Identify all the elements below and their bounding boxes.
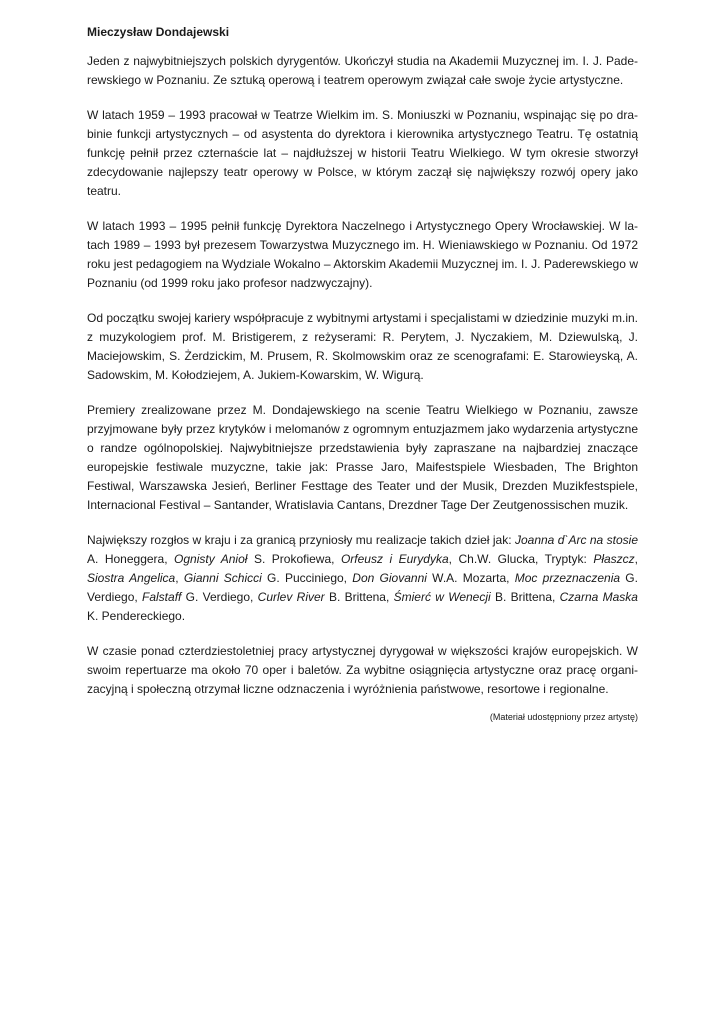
text-segment: Największy rozgłos w kraju i za granicą przyniosły mu realizacje takich dzieł jak: xyxy=(87,533,515,547)
work-title: Płaszcz xyxy=(593,552,635,566)
text-segment: G. Verdiego, xyxy=(181,590,258,604)
work-title: Joanna d`Arc na stosie xyxy=(514,533,638,547)
paragraph xyxy=(87,106,638,201)
text-segment: Premiery zrealizowane przez M. Dondajewskiego na scenie Teatru Wielkiego w Poznaniu, zawsze przyjmowane były przez krytyków i melomanów z ogromnym entuzjazmem jako wydarzenia artystyczne o randze ogólnopolskiej. Najwybitniejsze przedstawienia były zapraszane na najbardziej znaczące europejskie festiwale muzyczne, takie jak: Prasse Jaro, Maifestspiele Wiesbaden, The Brighton Festiwal, Warszawska Jesień, Berliner Festtage des Teater und der Musik, Drezden Muzikfestspiele, Internacional Festival – Santander, Wratislavia Cantans, Drezdner Tage Der Zeutgenossischen muzik. xyxy=(87,403,638,512)
text-segment: , xyxy=(175,571,184,585)
work-title: Gianni Schicci xyxy=(183,571,262,585)
paragraph xyxy=(87,531,638,626)
text-segment: W czasie ponad czterdziestoletniej pracy artystycznej dyrygował w większości krajów europejskich. W swoim repertuarze ma około 70 oper i baletów. Za wybitne osiągnięcia artystyczne oraz pracę organizacyjną i społeczną otrzymał liczne odznaczenia i wyróżnienia państwowe, resortowe i regionalne. xyxy=(87,644,638,696)
work-title: Śmierć w Wenecji xyxy=(393,590,491,604)
work-title: Curlev River xyxy=(257,590,325,604)
work-title: Don Giovanni xyxy=(352,571,427,585)
text-segment: G. Verdiego, xyxy=(87,571,638,604)
document-page xyxy=(87,23,638,723)
work-title: Falstaff xyxy=(142,590,182,604)
work-title: Czarna Maska xyxy=(559,590,638,604)
text-segment: S. Prokofiewa, xyxy=(247,552,341,566)
text-segment: , Ch.W. Glucka, Tryptyk: xyxy=(448,552,594,566)
text-segment: W latach 1993 – 1995 pełnił funkcję Dyrektora Naczelnego i Artystycznego Opery Wrocławskiej. W latach 1989 – 1993 był prezesem Towarzystwa Muzycznego im. H. Wieniawskiego w Poznaniu. Od 1972 roku jest pedagogiem na Wydziale Wokalno – Aktorskim Akademii Muzycznej im. I. J. Paderewskiego w Poznaniu (od 1999 roku jako profesor nadzwyczajny). xyxy=(87,219,638,290)
text-segment: G. Pucciniego, xyxy=(261,571,353,585)
text-segment: K. Pendereckiego. xyxy=(87,609,186,623)
paragraph xyxy=(87,217,638,293)
work-title: Ognisty Anioł xyxy=(174,552,248,566)
text-segment: W.A. Mozarta, xyxy=(426,571,515,585)
paragraph xyxy=(87,52,638,90)
text-segment: A. Honeggera, xyxy=(87,552,175,566)
work-title: Moc przeznaczenia xyxy=(514,571,621,585)
text-segment: Jeden z najwybitniejszych polskich dyrygentów. Ukończył studia na Akademii Muzycznej im. I. J. Paderewskiego w Poznaniu. Ze sztuką operową i teatrem operowym związał całe swoje życie artystyczne. xyxy=(87,54,638,87)
text-segment: , xyxy=(634,552,638,566)
text-segment: W latach 1959 – 1993 pracował w Teatrze Wielkim im. S. Moniuszki w Poznaniu, wspinając się po drabinie funkcji artystycznych – od asystenta do dyrektora i kierownika artystycznego Teatru. Tę ostatnią funkcję pełnił przez czternaście lat – najdłuższej w historii Teatru Wielkiego. W tym okresie stworzył zdecydowanie najlepszy teatr operowy w Polsce, w którym zaczął się największy rozwój opery jako teatru. xyxy=(87,108,638,198)
document-title: Mieczysław Dondajewski xyxy=(87,25,230,39)
text-segment: Od początku swojej kariery współpracuje z wybitnymi artystami i specjalistami w dziedzinie muzyki m.in. z muzykologiem prof. M. Bristigerem, z reżyserami: R. Perytem, J. Nyczakiem, M. Dziewulską, J. Maciejowskim, S. Żerdzickim, M. Prusem, R. Skolmowskim oraz ze scenografami: E. Starowieyską, A. Sadowskim, M. Kołodziejem, A. Jukiem-Kowarskim, W. Wigurą. xyxy=(87,311,638,382)
source-note: (Materiał udostępniony przez artystę) xyxy=(489,712,638,722)
text-segment: B. Brittena, xyxy=(324,590,394,604)
work-title: Siostra Angelica xyxy=(87,571,176,585)
paragraph xyxy=(87,642,638,699)
paragraph xyxy=(87,309,638,385)
text-segment: B. Brittena, xyxy=(490,590,560,604)
paragraph xyxy=(87,401,638,515)
document-body xyxy=(87,52,638,699)
work-title: Orfeusz i Eurydyka xyxy=(340,552,449,566)
